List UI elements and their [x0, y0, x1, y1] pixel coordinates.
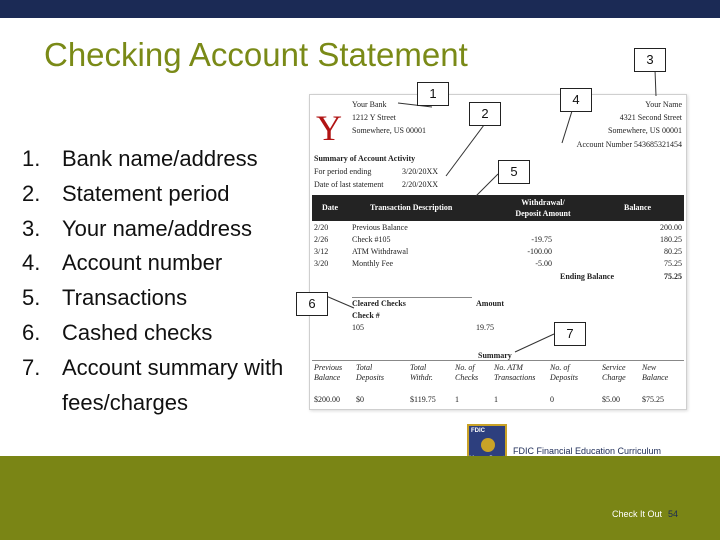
ending-balance-value: 75.25 — [664, 272, 682, 281]
last-statement-label: Date of last statement — [314, 180, 384, 189]
row-amount: -19.75 — [531, 235, 552, 244]
summary-header: No. of Checks — [455, 363, 479, 382]
period-label: For period ending — [314, 167, 372, 176]
cleared-checks-title: Cleared Checks — [352, 299, 406, 308]
slide-title: Checking Account Statement — [44, 36, 468, 73]
callout-line-3 — [655, 70, 656, 96]
point-text: Statement period — [62, 180, 230, 206]
callout-line-6 — [326, 296, 354, 308]
summary-header: No. of Deposits — [550, 363, 578, 382]
cleared-amount-label: Amount — [476, 299, 505, 308]
bank-city: Somewhere, US 00001 — [352, 126, 426, 135]
header-amount: Withdrawal/ Deposit Amount — [515, 198, 571, 218]
summary-header: Service Charge — [602, 363, 626, 382]
summary-value: 1 — [494, 395, 498, 404]
callout-badge-4: 4 — [560, 88, 592, 112]
check-amount: 19.75 — [476, 323, 494, 332]
row-amount: -100.00 — [527, 247, 552, 256]
customer-name: Your Name — [645, 100, 682, 109]
customer-city: Somewhere, US 00001 — [608, 126, 682, 135]
bank-name: Your Bank — [352, 100, 387, 109]
summary-header: Total Withdr. — [410, 363, 433, 382]
point-number: 7. — [22, 354, 41, 380]
callout-badge-7: 7 — [554, 322, 586, 346]
summary-activity-title: Summary of Account Activity — [314, 154, 416, 163]
row-date: 2/20 — [314, 223, 329, 232]
callout-line-5 — [476, 174, 498, 196]
row-balance: 80.25 — [664, 247, 682, 256]
bank-street: 1212 Y Street — [352, 113, 396, 122]
row-date: 3/20 — [314, 259, 329, 268]
callout-badge-5: 5 — [498, 160, 530, 184]
header-date: Date — [322, 203, 338, 212]
point-number: 1. — [22, 146, 41, 171]
point-number: 4. — [22, 250, 41, 276]
period-date: 3/20/20XX — [402, 167, 438, 176]
point-number: 2. — [22, 180, 41, 206]
logo-emblem-icon — [481, 438, 495, 452]
fdic-tag: FDIC — [471, 428, 485, 434]
row-description: ATM Withdrawal — [352, 247, 409, 256]
check-number: 105 — [352, 323, 364, 332]
row-balance: 180.25 — [660, 235, 682, 244]
callout-badge-6: 6 — [296, 292, 328, 316]
summary-header: No. ATM Transactions — [494, 363, 536, 382]
row-description: Previous Balance — [352, 223, 408, 232]
point-text: Your name/address — [62, 215, 252, 241]
row-amount: -5.00 — [535, 259, 552, 268]
summary-value: $75.25 — [642, 395, 664, 404]
bottom-bar — [0, 456, 720, 540]
point-text: Account summary with fees/charges — [62, 354, 284, 415]
callout-line-7 — [515, 334, 554, 352]
row-description: Check #105 — [352, 235, 391, 244]
header-description: Transaction Description — [370, 203, 453, 212]
point-text: Account number — [62, 250, 223, 276]
callout-badge-2: 2 — [469, 102, 501, 126]
callout-line-2 — [446, 125, 484, 176]
point-number: 3. — [22, 215, 41, 241]
curriculum-title: FDIC Financial Education Curriculum — [513, 446, 662, 456]
header-balance: Balance — [624, 203, 652, 212]
row-balance: 75.25 — [664, 259, 682, 268]
point-text: Transactions — [62, 285, 188, 311]
account-number: Account Number 543685321454 — [576, 140, 682, 149]
last-statement-date: 2/20/20XX — [402, 180, 438, 189]
check-number-label: Check # — [352, 311, 380, 320]
point-text: Cashed checks — [62, 319, 213, 345]
point-number: 6. — [22, 319, 41, 345]
row-balance: 200.00 — [660, 223, 682, 232]
row-date: 2/26 — [314, 235, 329, 244]
callout-badge-1: 1 — [417, 82, 449, 106]
summary-value: 0 — [550, 395, 554, 404]
callout-line-4 — [562, 111, 572, 143]
callout-badge-3: 3 — [634, 48, 666, 72]
summary-value: $0 — [356, 395, 364, 404]
summary-header: Previous Balance — [314, 363, 343, 382]
row-date: 3/12 — [314, 247, 329, 256]
slide-footer — [612, 509, 678, 519]
row-description: Monthly Fee — [352, 259, 394, 268]
summary-value: 1 — [455, 395, 459, 404]
bank-logo: Y — [316, 108, 342, 148]
summary-header: New Balance — [642, 363, 669, 382]
footer-text: Check It Out — [611, 509, 662, 519]
summary-value: $119.75 — [410, 395, 436, 404]
summary-header: Total Deposits — [356, 363, 384, 382]
summary-value: $5.00 — [602, 395, 620, 404]
summary-value: $200.00 — [314, 395, 340, 404]
point-text: Bank name/address — [62, 146, 258, 171]
page-number: 54 — [667, 509, 678, 519]
summary-label: Summary — [478, 351, 512, 360]
ending-balance-label: Ending Balance — [560, 272, 615, 281]
customer-street: 4321 Second Street — [619, 113, 682, 122]
point-number: 5. — [22, 285, 41, 311]
